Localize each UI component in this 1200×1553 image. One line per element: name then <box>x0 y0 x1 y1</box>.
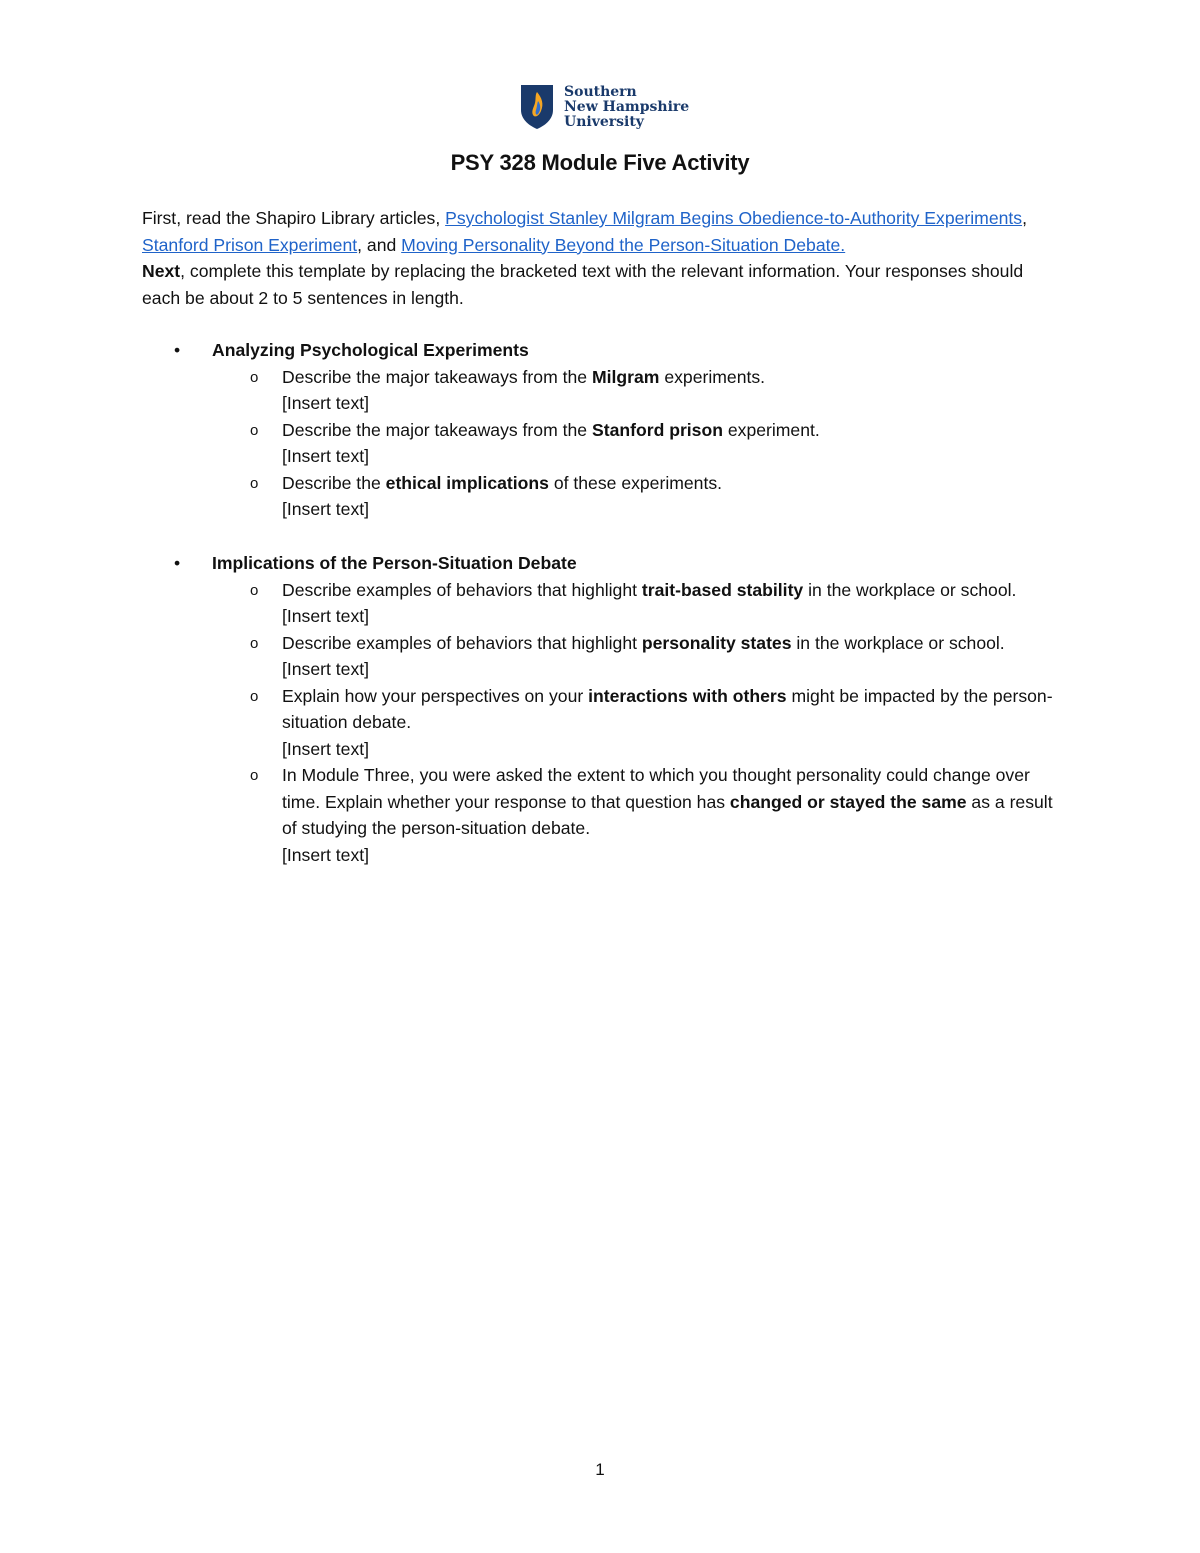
intro-paragraph <box>142 205 1062 311</box>
section-heading: Analyzing Psychological Experiments <box>212 340 529 360</box>
list-item <box>142 683 1062 763</box>
item-text-end: of these experiments. <box>548 472 723 493</box>
list-item <box>142 630 1062 683</box>
item-text: Describe examples of behaviors that highlight <box>282 579 642 600</box>
intro-next-bold: Next <box>142 261 181 281</box>
list-item <box>142 577 1062 630</box>
stanford-article-link[interactable]: Stanford Prison Experiment <box>142 234 358 255</box>
item-text: Describe the <box>282 472 386 493</box>
circle-bullet-icon: o <box>250 581 259 599</box>
circle-bullet-icon: o <box>250 634 259 652</box>
item-bold: Stanford prison <box>591 419 723 440</box>
item-text: Describe the major takeaways from the <box>282 419 592 440</box>
item-text-end: in the workplace or school. <box>803 579 1017 600</box>
item-bold: personality states <box>641 632 792 653</box>
insert-text-placeholder[interactable]: [Insert text] <box>282 393 370 413</box>
shield-flame-icon <box>520 84 554 130</box>
item-bold: ethical implications <box>385 472 549 493</box>
section-person-situation-debate <box>142 550 1062 868</box>
item-text-end: as a result of studying the person-situation debate. <box>282 791 1053 838</box>
intro-sep-1: , <box>1022 208 1027 228</box>
logo-line-2: New Hampshire <box>564 99 690 115</box>
intro-instructions: , complete this template by replacing the bracketed text with the relevant information. Your responses should each be about 2 to 5 sentences in length. <box>142 261 1024 308</box>
item-text: In Module Three, you were asked the extent to which you thought personality could change over time. Explain whether your response to that question has <box>282 765 1030 812</box>
milgram-article-link[interactable]: Psychologist Stanley Milgram Begins Obedience-to-Authority Experiments <box>445 208 1023 228</box>
insert-text-placeholder[interactable]: [Insert text] <box>282 446 370 466</box>
page-number: 1 <box>595 1460 605 1479</box>
item-text: Describe examples of behaviors that highlight <box>282 632 642 653</box>
item-text: Explain how your perspectives on your <box>282 685 589 706</box>
list-item <box>142 762 1062 868</box>
logo-line-1: Southern <box>564 84 637 100</box>
bullet-icon: • <box>174 553 181 573</box>
insert-text-placeholder[interactable]: [Insert text] <box>282 738 370 759</box>
list-item <box>142 417 1062 470</box>
item-bold: changed or stayed the same <box>729 791 967 812</box>
list-item <box>142 364 1062 417</box>
insert-text-placeholder[interactable]: [Insert text] <box>282 606 370 626</box>
document-title: PSY 328 Module Five Activity <box>450 150 750 175</box>
insert-text-placeholder[interactable]: [Insert text] <box>282 659 370 679</box>
circle-bullet-icon: o <box>250 687 259 705</box>
logo-line-3: University <box>564 114 644 130</box>
item-text-end: experiment. <box>722 419 820 440</box>
circle-bullet-icon: o <box>250 368 259 386</box>
intro-prefix: First, read the Shapiro Library articles, <box>142 208 446 228</box>
circle-bullet-icon: o <box>250 767 259 784</box>
section-heading: Implications of the Person-Situation Debate <box>212 553 577 573</box>
bullet-icon: • <box>174 340 181 360</box>
section-analyzing-experiments <box>142 337 1062 523</box>
insert-text-placeholder[interactable]: [Insert text] <box>282 844 370 865</box>
item-text-end: might be impacted by the person-situation debate. <box>282 685 1053 732</box>
circle-bullet-icon: o <box>250 421 259 439</box>
list-item <box>142 470 1062 523</box>
intro-sep-2: , and <box>357 234 402 255</box>
item-text-end: experiments. <box>659 366 766 387</box>
circle-bullet-icon: o <box>250 474 259 492</box>
item-bold: trait-based stability <box>641 579 804 600</box>
item-bold: Milgram <box>591 366 660 387</box>
person-situation-article-link[interactable]: Moving Personality Beyond the Person-Situation Debate. <box>401 234 846 255</box>
insert-text-placeholder[interactable]: [Insert text] <box>282 499 370 519</box>
item-text: Describe the major takeaways from the <box>282 366 592 387</box>
item-text-end: in the workplace or school. <box>791 632 1005 653</box>
item-bold: interactions with others <box>588 685 787 706</box>
university-logo <box>520 84 689 132</box>
